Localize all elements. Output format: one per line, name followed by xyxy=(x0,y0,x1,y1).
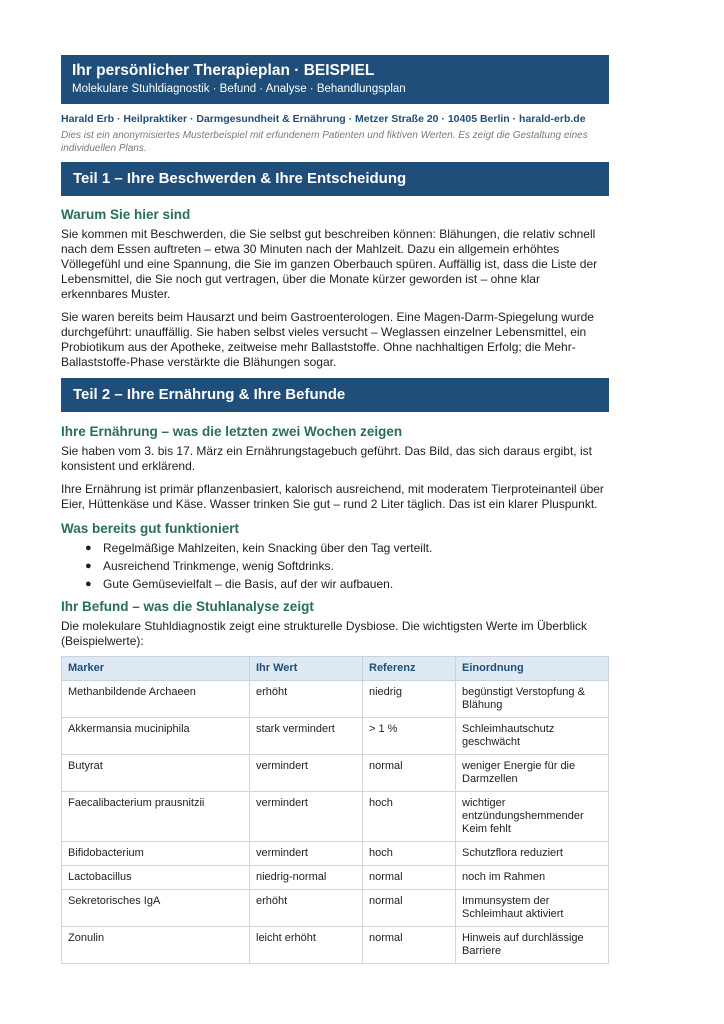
cell-value: erhöht xyxy=(250,890,363,927)
working-list xyxy=(61,541,609,592)
why-heading: Warum Sie hier sind xyxy=(61,207,191,222)
bullet-icon: ● xyxy=(85,560,92,572)
nutrition-paragraph-2: Ihre Ernährung ist primär pflanzenbasiert, kalorisch ausreichend, mit moderatem Tierproteinanteil über Eier, Hüttenkäse und Käse. Wasser trinken Sie gut – rund 2 Liter täglich. Das ist ein klarer Pluspunkt. xyxy=(61,482,604,511)
cell-value: stark vermindert xyxy=(250,718,363,755)
table-row xyxy=(62,866,609,890)
cell-reference: normal xyxy=(363,927,456,964)
cell-marker: Bifidobacterium xyxy=(62,842,250,866)
document-subtitle: Molekulare Stuhldiagnostik · Befund · Analyse · Behandlungsplan xyxy=(72,83,406,95)
cell-value: vermindert xyxy=(250,755,363,792)
table-row xyxy=(62,890,609,927)
cell-reference: normal xyxy=(363,755,456,792)
cell-marker: Faecalibacterium prausnitzii xyxy=(62,792,250,842)
document-title: Ihr persönlicher Therapieplan · BEISPIEL xyxy=(72,62,375,79)
bullet-icon: ● xyxy=(85,578,92,590)
cell-marker: Butyrat xyxy=(62,755,250,792)
nutrition-paragraph-1: Sie haben vom 3. bis 17. März ein Ernährungstagebuch geführt. Das Bild, das sich daraus ergibt, ist konsistent und erklärend. xyxy=(61,444,592,473)
cell-marker: Akkermansia muciniphila xyxy=(62,718,250,755)
table-row xyxy=(62,927,609,964)
why-paragraph-2: Sie waren bereits beim Hausarzt und beim Gastroenterologen. Eine Magen-Darm-Spiegelung wurde durchgeführt: unauffällig. Sie haben selbst vieles versucht – Weglassen einzelner Lebensmittel, ein Probiotikum aus der Apotheke, zeitweise mehr Ballaststoffe. Ohne nachhaltigen Erfolg; die Mehr-Ballaststoffe-Phase verstärkte die Blähungen sogar. xyxy=(61,310,594,369)
part1-banner: Teil 1 – Ihre Beschwerden & Ihre Entscheidung xyxy=(61,162,609,196)
cell-reference: > 1 % xyxy=(363,718,456,755)
cell-marker: Methanbildende Archaeen xyxy=(62,681,250,718)
cell-value: vermindert xyxy=(250,792,363,842)
table-row xyxy=(62,681,609,718)
cell-marker: Sekretorisches IgA xyxy=(62,890,250,927)
cell-value: niedrig-normal xyxy=(250,866,363,890)
cell-classification: Schutzflora reduziert xyxy=(456,842,609,866)
table-header-row xyxy=(62,657,609,681)
why-paragraph-1: Sie kommen mit Beschwerden, die Sie selbst gut beschreiben können: Blähungen, die relativ schnell nach dem Essen auftreten – etwa 30 Minuten nach der Mahlzeit. Dazu ein allgemein erhöhtes Völlegefühl und eine Spannung, die Sie im ganzen Oberbauch spüren. Auffällig ist, dass die Liste der Lebensmittel, die Sie noch gut vertragen, über die Monate kürzer geworden ist – ohne klar erkennbares Muster. xyxy=(61,227,598,301)
cell-classification: weniger Energie für die Darmzellen xyxy=(456,755,609,792)
author-line: Harald Erb · Heilpraktiker · Darmgesundheit & Ernährung · Metzer Straße 20 · 10405 Berlin · harald-erb.de xyxy=(61,113,586,125)
table-row xyxy=(62,718,609,755)
part2-banner: Teil 2 – Ihre Ernährung & Ihre Befunde xyxy=(61,378,609,412)
cell-reference: normal xyxy=(363,866,456,890)
table-row xyxy=(62,755,609,792)
document-content xyxy=(61,55,609,964)
cell-marker: Lactobacillus xyxy=(62,866,250,890)
cell-marker: Zonulin xyxy=(62,927,250,964)
working-heading: Was bereits gut funktioniert xyxy=(61,521,240,536)
header-classification: Einordnung xyxy=(456,657,609,681)
cell-reference: normal xyxy=(363,890,456,927)
table-row xyxy=(62,842,609,866)
nutrition-heading: Ihre Ernährung – was die letzten zwei Wochen zeigen xyxy=(61,424,403,439)
header-reference: Referenz xyxy=(363,657,456,681)
cell-classification: noch im Rahmen xyxy=(456,866,609,890)
cell-classification: Immunsystem der Schleimhaut aktiviert xyxy=(456,890,609,927)
cell-reference: hoch xyxy=(363,842,456,866)
bullet-icon: ● xyxy=(85,542,92,554)
cell-classification: begünstigt Verstopfung & Blähung xyxy=(456,681,609,718)
cell-value: erhöht xyxy=(250,681,363,718)
title-banner xyxy=(61,55,609,104)
header-marker: Marker xyxy=(62,657,250,681)
list-item: ● Ausreichend Trinkmenge, wenig Softdrinks. xyxy=(85,559,334,573)
cell-classification: Hinweis auf durchlässige Barriere xyxy=(456,927,609,964)
cell-reference: niedrig xyxy=(363,681,456,718)
cell-value: leicht erhöht xyxy=(250,927,363,964)
cell-value: vermindert xyxy=(250,842,363,866)
cell-classification: Schleimhautschutz geschwächt xyxy=(456,718,609,755)
list-item: ● Regelmäßige Mahlzeiten, kein Snacking über den Tag verteilt. xyxy=(85,541,433,555)
list-item: ● Gute Gemüsevielfalt – die Basis, auf der wir aufbauen. xyxy=(85,577,394,591)
cell-classification: wichtiger entzündungshemmender Keim fehlt xyxy=(456,792,609,842)
disclaimer: Dies ist ein anonymisiertes Musterbeispiel mit erfundenem Patienten und fiktiven Werten. Es zeigt die Gestaltung eines individuellen Plans. xyxy=(61,130,588,154)
table-row xyxy=(62,792,609,842)
findings-heading: Ihr Befund – was die Stuhlanalyse zeigt xyxy=(61,599,314,614)
header-value: Ihr Wert xyxy=(250,657,363,681)
marker-table xyxy=(61,656,609,964)
cell-reference: hoch xyxy=(363,792,456,842)
findings-intro: Die molekulare Stuhldiagnostik zeigt eine strukturelle Dysbiose. Die wichtigsten Werte im Überblick (Beispielwerte): xyxy=(61,619,588,648)
